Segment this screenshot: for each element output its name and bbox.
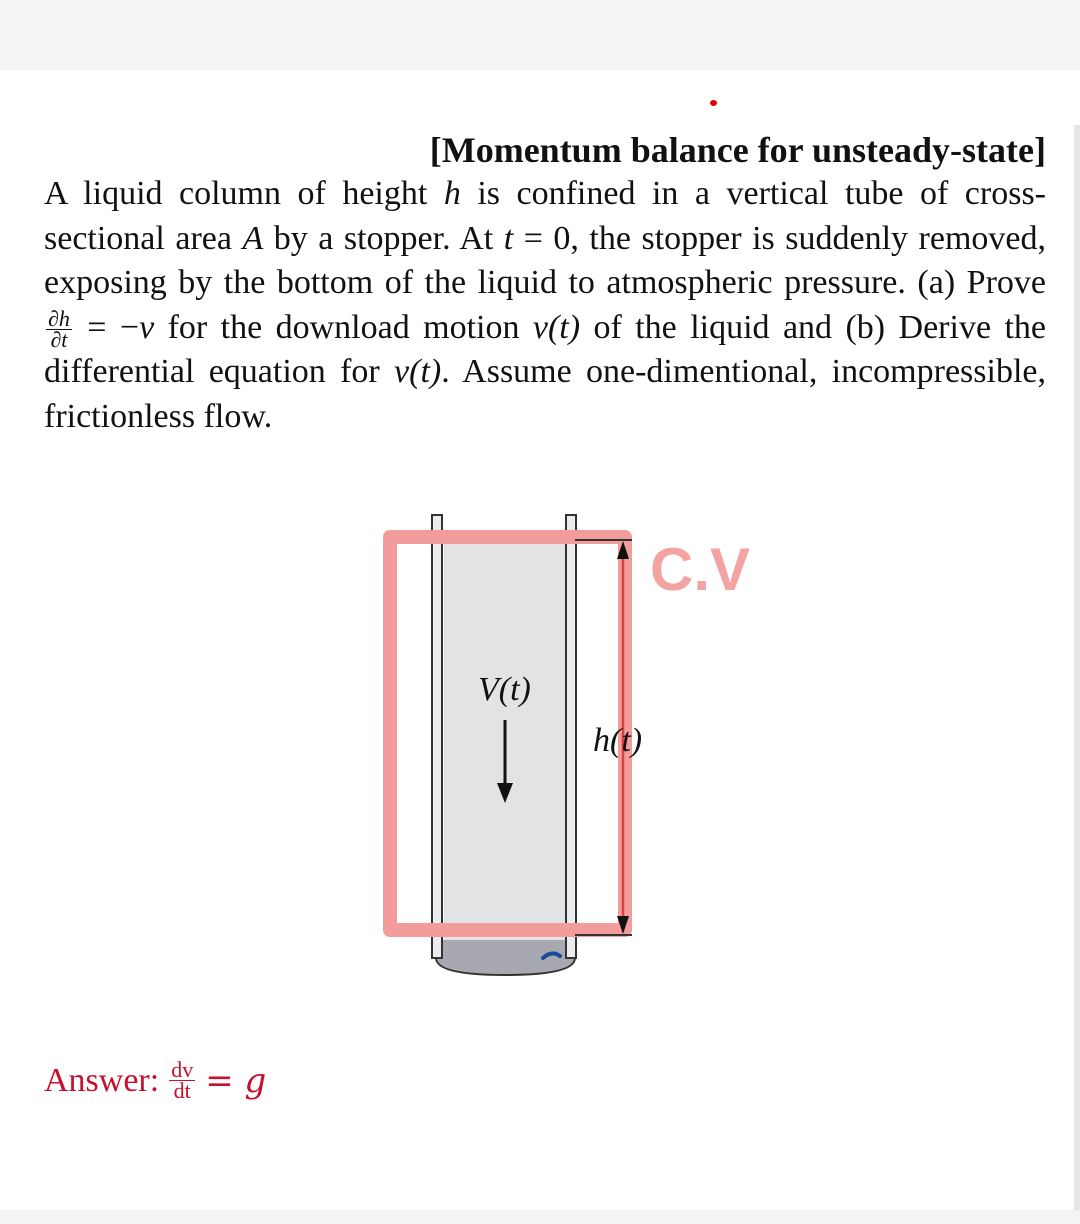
fraction-numerator: dv — [171, 1057, 194, 1082]
fraction-numerator: ∂h — [48, 306, 70, 332]
text-segment: is confined in a vertical tube of cross-sectional area — [44, 175, 1047, 257]
answer-label: Answer: — [44, 1061, 160, 1099]
text-segment: . Assume one-dimentional, incompressible, frictionless flow. — [44, 353, 1046, 435]
left-tube-wall — [432, 515, 442, 958]
height-label: h(t) — [593, 722, 643, 759]
text-segment: of the liquid and (b) Derive the differential equation for — [44, 308, 1046, 391]
var-vt: v(t) — [394, 353, 442, 391]
var-v: v — [139, 308, 155, 346]
velocity-label: V(t) — [478, 671, 531, 708]
text-segment: = − — [73, 308, 140, 346]
text-segment: for the download motion — [154, 308, 533, 346]
fraction-denominator: dt — [173, 1078, 191, 1103]
var-A: A — [242, 219, 264, 257]
var-h: h — [443, 175, 461, 212]
control-volume-annotation: C.V — [650, 536, 751, 603]
answer-fraction — [169, 1057, 195, 1103]
var-t: t — [503, 219, 514, 257]
right-tube-wall — [566, 515, 576, 958]
text-segment: by a stopper. At — [263, 219, 504, 257]
problem-title: [Momentum balance for unsteady-state] — [429, 130, 1046, 170]
var-vt: v(t) — [532, 308, 581, 346]
text-segment: = 0, the stopper is suddenly removed, exposing by the bottom of the liquid to atmospheric pressure. (a) Prove — [44, 219, 1046, 301]
text-segment: A liquid column of height — [44, 175, 444, 212]
fraction-denominator: ∂t — [50, 327, 68, 353]
answer-line — [44, 1057, 267, 1103]
answer-rhs: = g — [205, 1060, 267, 1101]
exposed-liquid-bottom — [436, 940, 575, 975]
